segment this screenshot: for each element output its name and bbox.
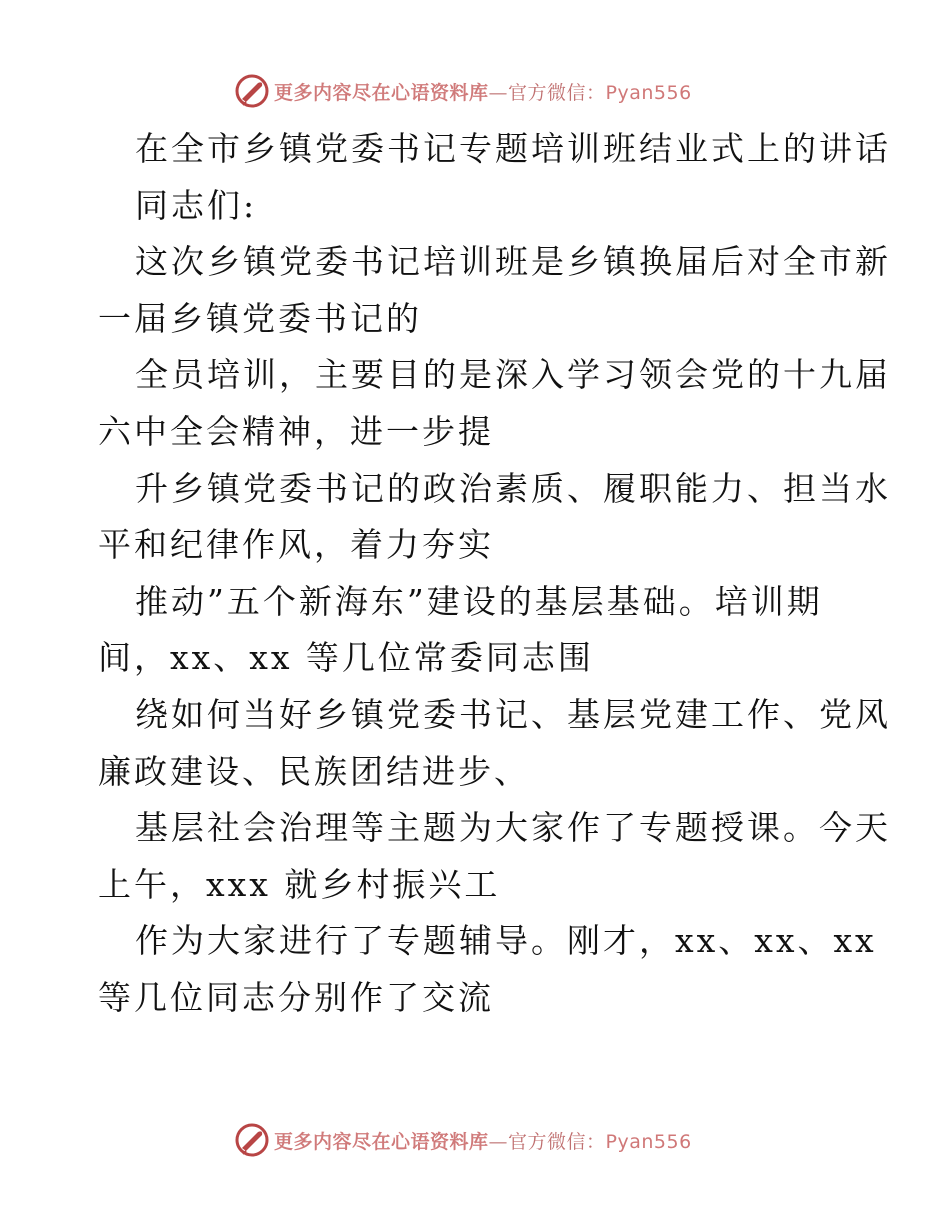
header-watermark [234,73,692,109]
text-line: 等几位同志分别作了交流 [98,977,494,1017]
feather-pen-logo-icon [234,1122,270,1158]
footer-watermark [234,1122,692,1158]
watermark-wechat-id: Pyan556 [605,1130,692,1153]
text-line: 上午，xxx 就乡村振兴工 [98,864,501,904]
watermark-wechat-label: 官方微信： [508,1130,606,1153]
feather-pen-logo-icon [234,73,270,109]
text-line: 升乡镇党委书记的政治素质、履职能力、担当水 [135,468,891,508]
watermark-wechat-id: Pyan556 [605,81,692,104]
text-line: 同志们: [135,185,258,225]
text-line: 全员培训，主要目的是深入学习领会党的十九届 [135,355,891,395]
text-line: 基层社会治理等主题为大家作了专题授课。今天 [135,808,891,848]
watermark-separator: — [488,81,509,104]
text-line: 绕如何当好乡镇党委书记、基层党建工作、党风 [135,694,891,734]
watermark-site: 更多内容尽在心语资料库 [274,81,489,104]
text-line: 这次乡镇党委书记培训班是乡镇换届后对全市新 [135,242,891,282]
watermark-text [274,1127,692,1154]
text-line: 推动”五个新海东”建设的基层基础。培训期 [135,581,823,621]
text-line: 在全市乡镇党委书记专题培训班结业式上的讲话 [135,129,891,168]
watermark-wechat-label: 官方微信： [508,81,606,104]
text-line: 作为大家进行了专题辅导。刚才，xx、xx、xx [135,921,877,961]
watermark-text [274,78,692,105]
text-line: 间，xx、xx 等几位常委同志围 [98,638,594,678]
document-body [98,121,891,1027]
watermark-separator: — [488,1130,509,1153]
text-line: 平和纪律作风，着力夯实 [98,525,494,565]
text-line: 六中全会精神，进一步提 [98,411,494,451]
watermark-site: 更多内容尽在心语资料库 [274,1130,489,1153]
text-line: 一届乡镇党委书记的 [98,298,422,338]
text-line: 廉政建设、民族团结进步、 [98,751,530,791]
